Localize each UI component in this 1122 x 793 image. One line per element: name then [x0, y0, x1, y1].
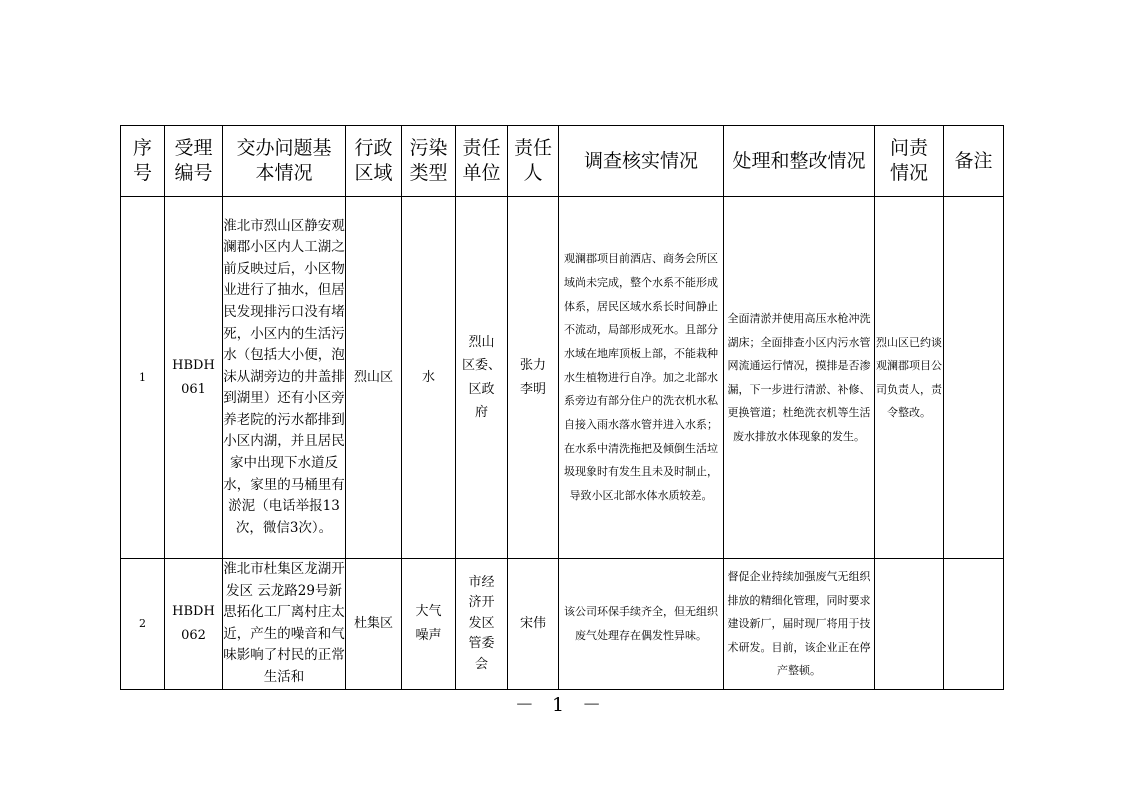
complaint-table [120, 125, 1004, 690]
header-seq: 序 号 [121, 126, 165, 197]
cell-investigation: 观澜郡项目前酒店、商务会所区域尚未完成，整个水系不能形成体系，居民区域水系长时间静止不流动，局部形成死水。且部分水域在地库顶板上部，不能栽种水生植物进行自净。加之北部水系旁边有部分住户的洗衣机水私自接入雨水落水管并进入水系；在水系中清洗拖把及倾倒生活垃圾现象时有发生且未及时制止，导致小区北部水体水质较差。 [559, 197, 724, 559]
cell-person: 张力 李明 [508, 197, 559, 559]
header-unit: 责任 单位 [456, 126, 508, 197]
cell-pollution: 水 [402, 197, 456, 559]
cell-rectification: 督促企业持续加强废气无组织排放的精细化管理，同时要求建设新厂，届时现厂将用于技术研发。目前，该企业正在停产整顿。 [724, 559, 875, 690]
cell-problem: 淮北市烈山区静安观澜郡小区内人工湖之前反映过后，小区物业进行了抽水，但居民发现排污口没有堵死，小区内的生活污水（包括大小便，泡沫从湖旁边的井盖排到湖里）还有小区旁养老院的污水都排到小区内湖，并且居民家中出现下水道反水，家里的马桶里有淤泥（电话举报13次，微信3次）。 [223, 197, 346, 559]
cell-pollution: 大气 噪声 [402, 559, 456, 690]
cell-accountability [875, 559, 944, 690]
header-region: 行政 区域 [346, 126, 402, 197]
header-pollution: 污染 类型 [402, 126, 456, 197]
cell-person: 宋伟 [508, 559, 559, 690]
header-id: 受理 编号 [165, 126, 223, 197]
cell-seq: 2 [121, 559, 165, 690]
header-accountability: 问责 情况 [875, 126, 944, 197]
cell-region: 烈山区 [346, 197, 402, 559]
cell-investigation: 该公司环保手续齐全，但无组织废气处理存在偶发性异味。 [559, 559, 724, 690]
cell-seq: 1 [121, 197, 165, 559]
table-row [121, 559, 1004, 690]
header-investigation: 调查核实情况 [559, 126, 724, 197]
cell-rectification: 全面清淤并使用高压水枪冲洗湖床；全面排查小区内污水管网流通运行情况，摸排是否渗漏，下一步进行清淤、补修、更换管道；杜绝洗衣机等生活废水排放水体现象的发生。 [724, 197, 875, 559]
header-problem: 交办问题基 本情况 [223, 126, 346, 197]
table-header-row [121, 126, 1004, 197]
cell-id: HBDH 062 [165, 559, 223, 690]
cell-problem: 淮北市杜集区龙湖开发区 云龙路29号新思拓化工厂离村庄太近，产生的噪音和气味影响了村民的正常生活和 [223, 559, 346, 690]
header-remarks: 备注 [944, 126, 1004, 197]
header-person: 责任 人 [508, 126, 559, 197]
cell-region: 杜集区 [346, 559, 402, 690]
header-rectification: 处理和整改情况 [724, 126, 875, 197]
cell-remarks [944, 197, 1004, 559]
cell-unit: 市经 济开 发区 管委 会 [456, 559, 508, 690]
cell-unit: 烈山 区委、 区政 府 [456, 197, 508, 559]
cell-accountability: 烈山区已约谈观澜郡项目公司负责人，责令整改。 [875, 197, 944, 559]
table-row [121, 197, 1004, 559]
page-number: － 1 － [514, 694, 608, 716]
cell-remarks [944, 559, 1004, 690]
cell-id: HBDH 061 [165, 197, 223, 559]
